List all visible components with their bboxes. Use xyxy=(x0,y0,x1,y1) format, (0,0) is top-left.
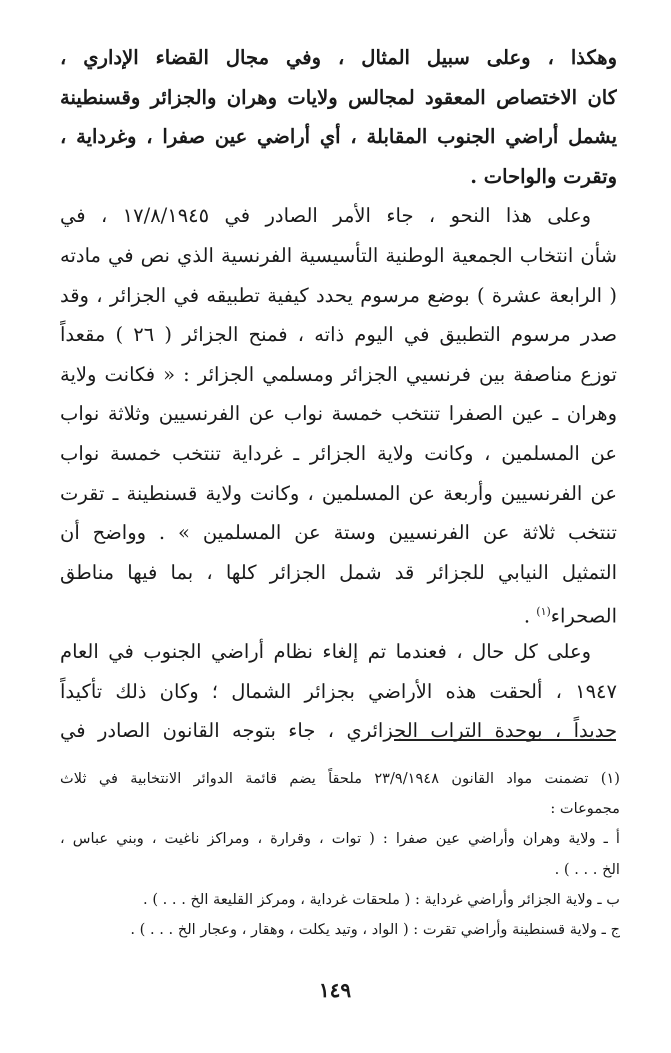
main-text xyxy=(60,38,617,751)
text-line: التمثيل النيابي للجزائر قد شمل الجزائر كلها ، بما فيها مناطق xyxy=(60,560,617,584)
text-line: وهران ـ عين الصفرا تنتخب خمسة نواب عن الفرنسيين وثلاثة نواب xyxy=(60,402,617,426)
footnote-separator xyxy=(394,739,616,741)
text-line: ( الرابعة عشرة ) بوضع مرسوم يحدد كيفية تطبيقه في الجزائر ، وقد xyxy=(60,283,617,307)
footnote-line: ج ـ ولاية قسنطينة وأراضي تقرت : ( الواد ، وتيد يكلت ، وهقار ، وعجار الخ . . . ) . xyxy=(130,920,620,938)
text-line: شأن انتخاب الجمعية الوطنية التأسيسية الفرنسية الذي نص في مادته xyxy=(60,243,617,267)
text-line: عن المسلمين ، وكانت ولاية الجزائر ـ غرداية تنتخب خمسة نواب xyxy=(60,441,617,465)
footnotes xyxy=(60,764,620,945)
text-line: ١٩٤٧ ، ألحقت هذه الأراضي بجزائر الشمال ؛ وكان ذلك تأكيداً xyxy=(60,679,617,703)
footnote-line: أ ـ ولاية وهران وأراضي عين صفرا : ( توات ، وقرارة ، ومراكز ناغيت ، وبني عباس ، xyxy=(60,830,620,848)
page-number: ١٤٩ xyxy=(318,978,352,1002)
footnote-line: ب ـ ولاية الجزائر وأراضي غرداية : ( ملحقات غرداية ، ومركز القليعة الخ . . . ) . xyxy=(143,890,620,908)
text-line: جديداً ، بوحدة التراب الجزائري ، جاء بتوجه القانون الصادر في xyxy=(60,719,617,743)
text-line: عن الفرنسيين وأربعة عن المسلمين ، وكانت ولاية قسنطينة ـ تقرت xyxy=(60,481,617,505)
footnote-line: (١) تضمنت مواد القانون ٢٣/٩/١٩٤٨ ملحقاً يضم قائمة الدوائر الانتخابية في ثلاث xyxy=(60,770,620,787)
sentence-period: . xyxy=(523,604,537,628)
text-line: توزع مناصفة بين فرنسيي الجزائر ومسلمي الجزائر : « فكانت ولاية xyxy=(60,362,617,386)
text-line: وعلى كل حال ، فعندما تم إلغاء نظام أراضي الجنوب في العام xyxy=(60,639,591,663)
footnote-line: الخ . . . ) . xyxy=(554,860,620,878)
footnote-line: مجموعات : xyxy=(550,800,620,818)
text-line-with-footnote-ref xyxy=(60,592,617,632)
text-line: تنتخب ثلاثة عن الفرنسيين وستة عن المسلمين » . وواضح أن xyxy=(60,521,617,545)
footnote-marker: (١) xyxy=(536,605,551,619)
text-line: كان الاختصاص المعقود لمجالس ولايات وهران والجزائر وقسنطينة xyxy=(60,85,617,109)
text-line: وتقرت والواحات . xyxy=(470,164,617,188)
text-line: وهكذا ، وعلى سبيل المثال ، وفي مجال القضاء الإداري ، xyxy=(60,46,617,69)
text-line: صدر مرسوم التطبيق في اليوم ذاته ، فمنح الجزائر ( ٢٦ ) مقعداً xyxy=(60,323,617,347)
text-line: يشمل أراضي الجنوب المقابلة ، أي أراضي عين صفرا ، وغرداية ، xyxy=(60,125,617,149)
text-fragment: الصحراء xyxy=(550,604,617,628)
text-line: وعلى هذا النحو ، جاء الأمر الصادر في ١٧/٨/١٩٤٥ ، في xyxy=(60,204,592,228)
